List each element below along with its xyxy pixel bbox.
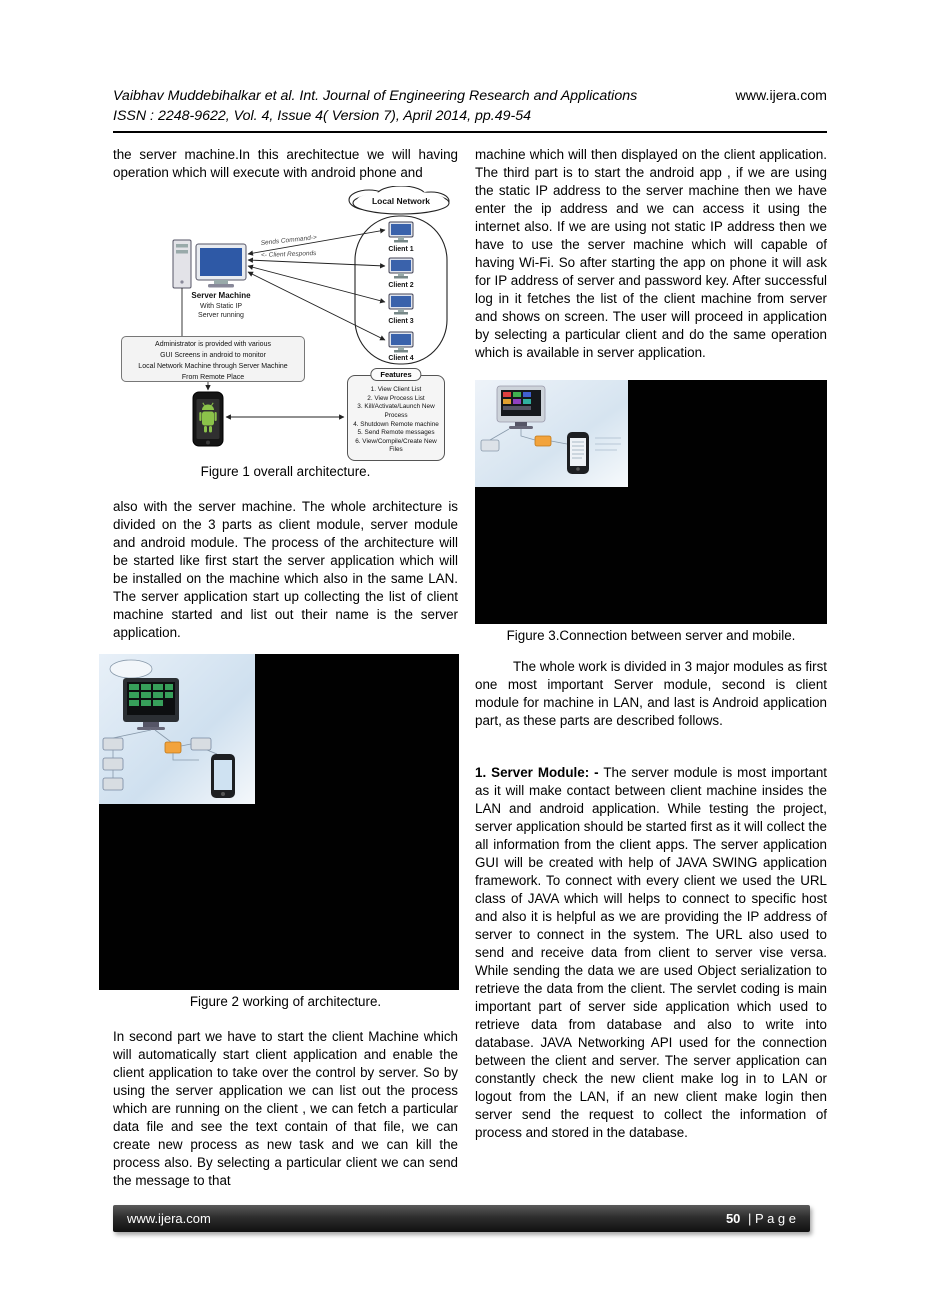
server-label-title: Server Machine: [191, 291, 251, 300]
admin-note-line1: Administrator is provided with various: [155, 341, 271, 348]
admin-note-line3: Local Network Machine through Server Machine: [138, 362, 288, 370]
client4-label: Client 4: [388, 355, 414, 362]
feature-item-3: 3. Kill/Activate/Launch New Process: [357, 403, 435, 419]
features-box: [347, 368, 445, 461]
page-number-label: [726, 1211, 796, 1226]
figure-1: [113, 186, 458, 462]
figure1-caption: Figure 1 overall architecture.: [200, 464, 371, 479]
figure-2: [99, 654, 459, 990]
command-arrows: [248, 230, 385, 340]
android-phone-icon: [193, 392, 223, 446]
server-label-ip: With Static IP: [199, 303, 243, 310]
left-paragraph-1: the server machine.In this arechitectue we will having operation which will execute with android phone and: [113, 147, 458, 180]
page-header: [113, 88, 827, 104]
server-label-running: Server running: [198, 312, 244, 319]
client1-label: Client 1: [388, 246, 414, 253]
figure3-screenshot: [475, 380, 827, 624]
section-heading: 1. Server Module: -: [475, 765, 599, 780]
features-list: [347, 375, 445, 461]
client1-computer-icon: [389, 222, 413, 243]
journal-title: Vaibhav Muddebihalkar et al. Int. Journal of Engineering Research and Applications: [113, 88, 638, 104]
figure-3: [475, 380, 827, 624]
figure2-caption: Figure 2 working of architecture.: [189, 994, 382, 1009]
feature-item-6: 6. View/Compile/Create New Files: [355, 437, 437, 454]
right-paragraph-2: The whole work is divided in 3 major modules as first one most important Server module, second is client module for machine in LAN, and last is Android application part, as these parts are described follows.: [475, 659, 827, 728]
footer-website-link[interactable]: www.ijera.com: [127, 1211, 211, 1226]
cloud-label: Local Network: [371, 196, 431, 206]
local-network-cloud-icon: [349, 186, 449, 214]
feature-item-1: 1. View Client List: [370, 386, 422, 393]
client4-computer-icon: [389, 332, 413, 353]
section-body: The server module is most important as it will make contact between client machine insides the LAN and android application. While testing the project, server application should be started first as it will collect the all information from the client apps. The server application GUI will be created with help of JAVA SWING application framework. To connect with every client we used the URL class of JAVA which will helps to connect to specific host and also it is helpful as we are providing the IP address of server to connect in the system. The URL also used to send and receive data from client to server vise versa. While sending the data we are used Object serialization to retrieve the data from the client. The servlet coding is main important part of server side application which used to retrieve data from database and also to write into database. JAVA Networking API used for the connection between the client and server. The server application can constantly check the new client make log in to LAN or logout from the LAN, if an new client make login then server send the request to collect the information of process and stored in the database.: [475, 765, 827, 1140]
sends-command-label: Sends Command->: [260, 234, 318, 247]
admin-note-line2: GUI Screens in android to monitor: [160, 351, 266, 359]
client3-label: Client 3: [388, 318, 414, 325]
figure3-diagram-panel: [475, 380, 628, 487]
footer-bar: [113, 1205, 810, 1232]
admin-note-box: [121, 336, 305, 382]
figure2-screenshot: [99, 654, 459, 990]
client3-computer-icon: [389, 294, 413, 315]
feature-item-5: 5. Send Remote messages: [357, 429, 435, 437]
header-rule: [113, 131, 827, 133]
page-suffix: | P a g e: [748, 1211, 796, 1226]
right-paragraph-1: machine which will then displayed on the client application. The third part is to start the android app , if we are using the static IP address to the server machine then we have enter the ip address and we can access it using the internet also. If we are using not static IP address then we have to use the server machine which will capable of having Wi-Fi. So after starting the app on phone it will ask for IP address of server and password key. After successful log in it fetches the list of the client machine from server and shows on screen. The user will proceed in application by selecting a particular client and do the same operation which is available in server application.: [475, 147, 827, 360]
left-paragraph-3: In second part we have to start the client Machine which will automatically start client application and enable the client application to take over the control by server. So by using the server application we can list out the process which are running on the client , we can fetch a particular data file and see the text contain of that file, we can create new process as new task and we can kill the process also. By selecting a particular client we can send the message to that: [113, 1029, 458, 1188]
section-server-module: [475, 764, 827, 1142]
figure2-diagram-panel: [99, 654, 255, 804]
figure3-caption: Figure 3.Connection between server and mobile.: [506, 628, 796, 643]
client2-computer-icon: [389, 258, 413, 279]
features-title: Features: [370, 368, 421, 381]
client-responds-label: <- Client Responds: [260, 250, 317, 259]
left-paragraph-2: also with the server machine. The whole architecture is divided on the 3 parts as client module, server module and android module. The process of the architecture will be started like first start the server application which will be installed on the machine which also in the same LAN. The server application start up collecting the list of client machine started and list out their name is the server application.: [113, 499, 458, 640]
journal-website-link[interactable]: www.ijera.com: [735, 88, 827, 104]
admin-note-line4: From Remote Place: [181, 373, 245, 381]
server-machine-icon: [173, 240, 246, 288]
client2-label: Client 2: [388, 282, 414, 289]
feature-item-4: 4. Shutdown Remote machine: [353, 420, 439, 428]
page-number: 50: [725, 1211, 741, 1226]
issn-line: ISSN : 2248-9622, Vol. 4, Issue 4( Version 7), April 2014, pp.49-54: [113, 108, 531, 124]
feature-item-2: 2. View Process List: [367, 394, 425, 402]
